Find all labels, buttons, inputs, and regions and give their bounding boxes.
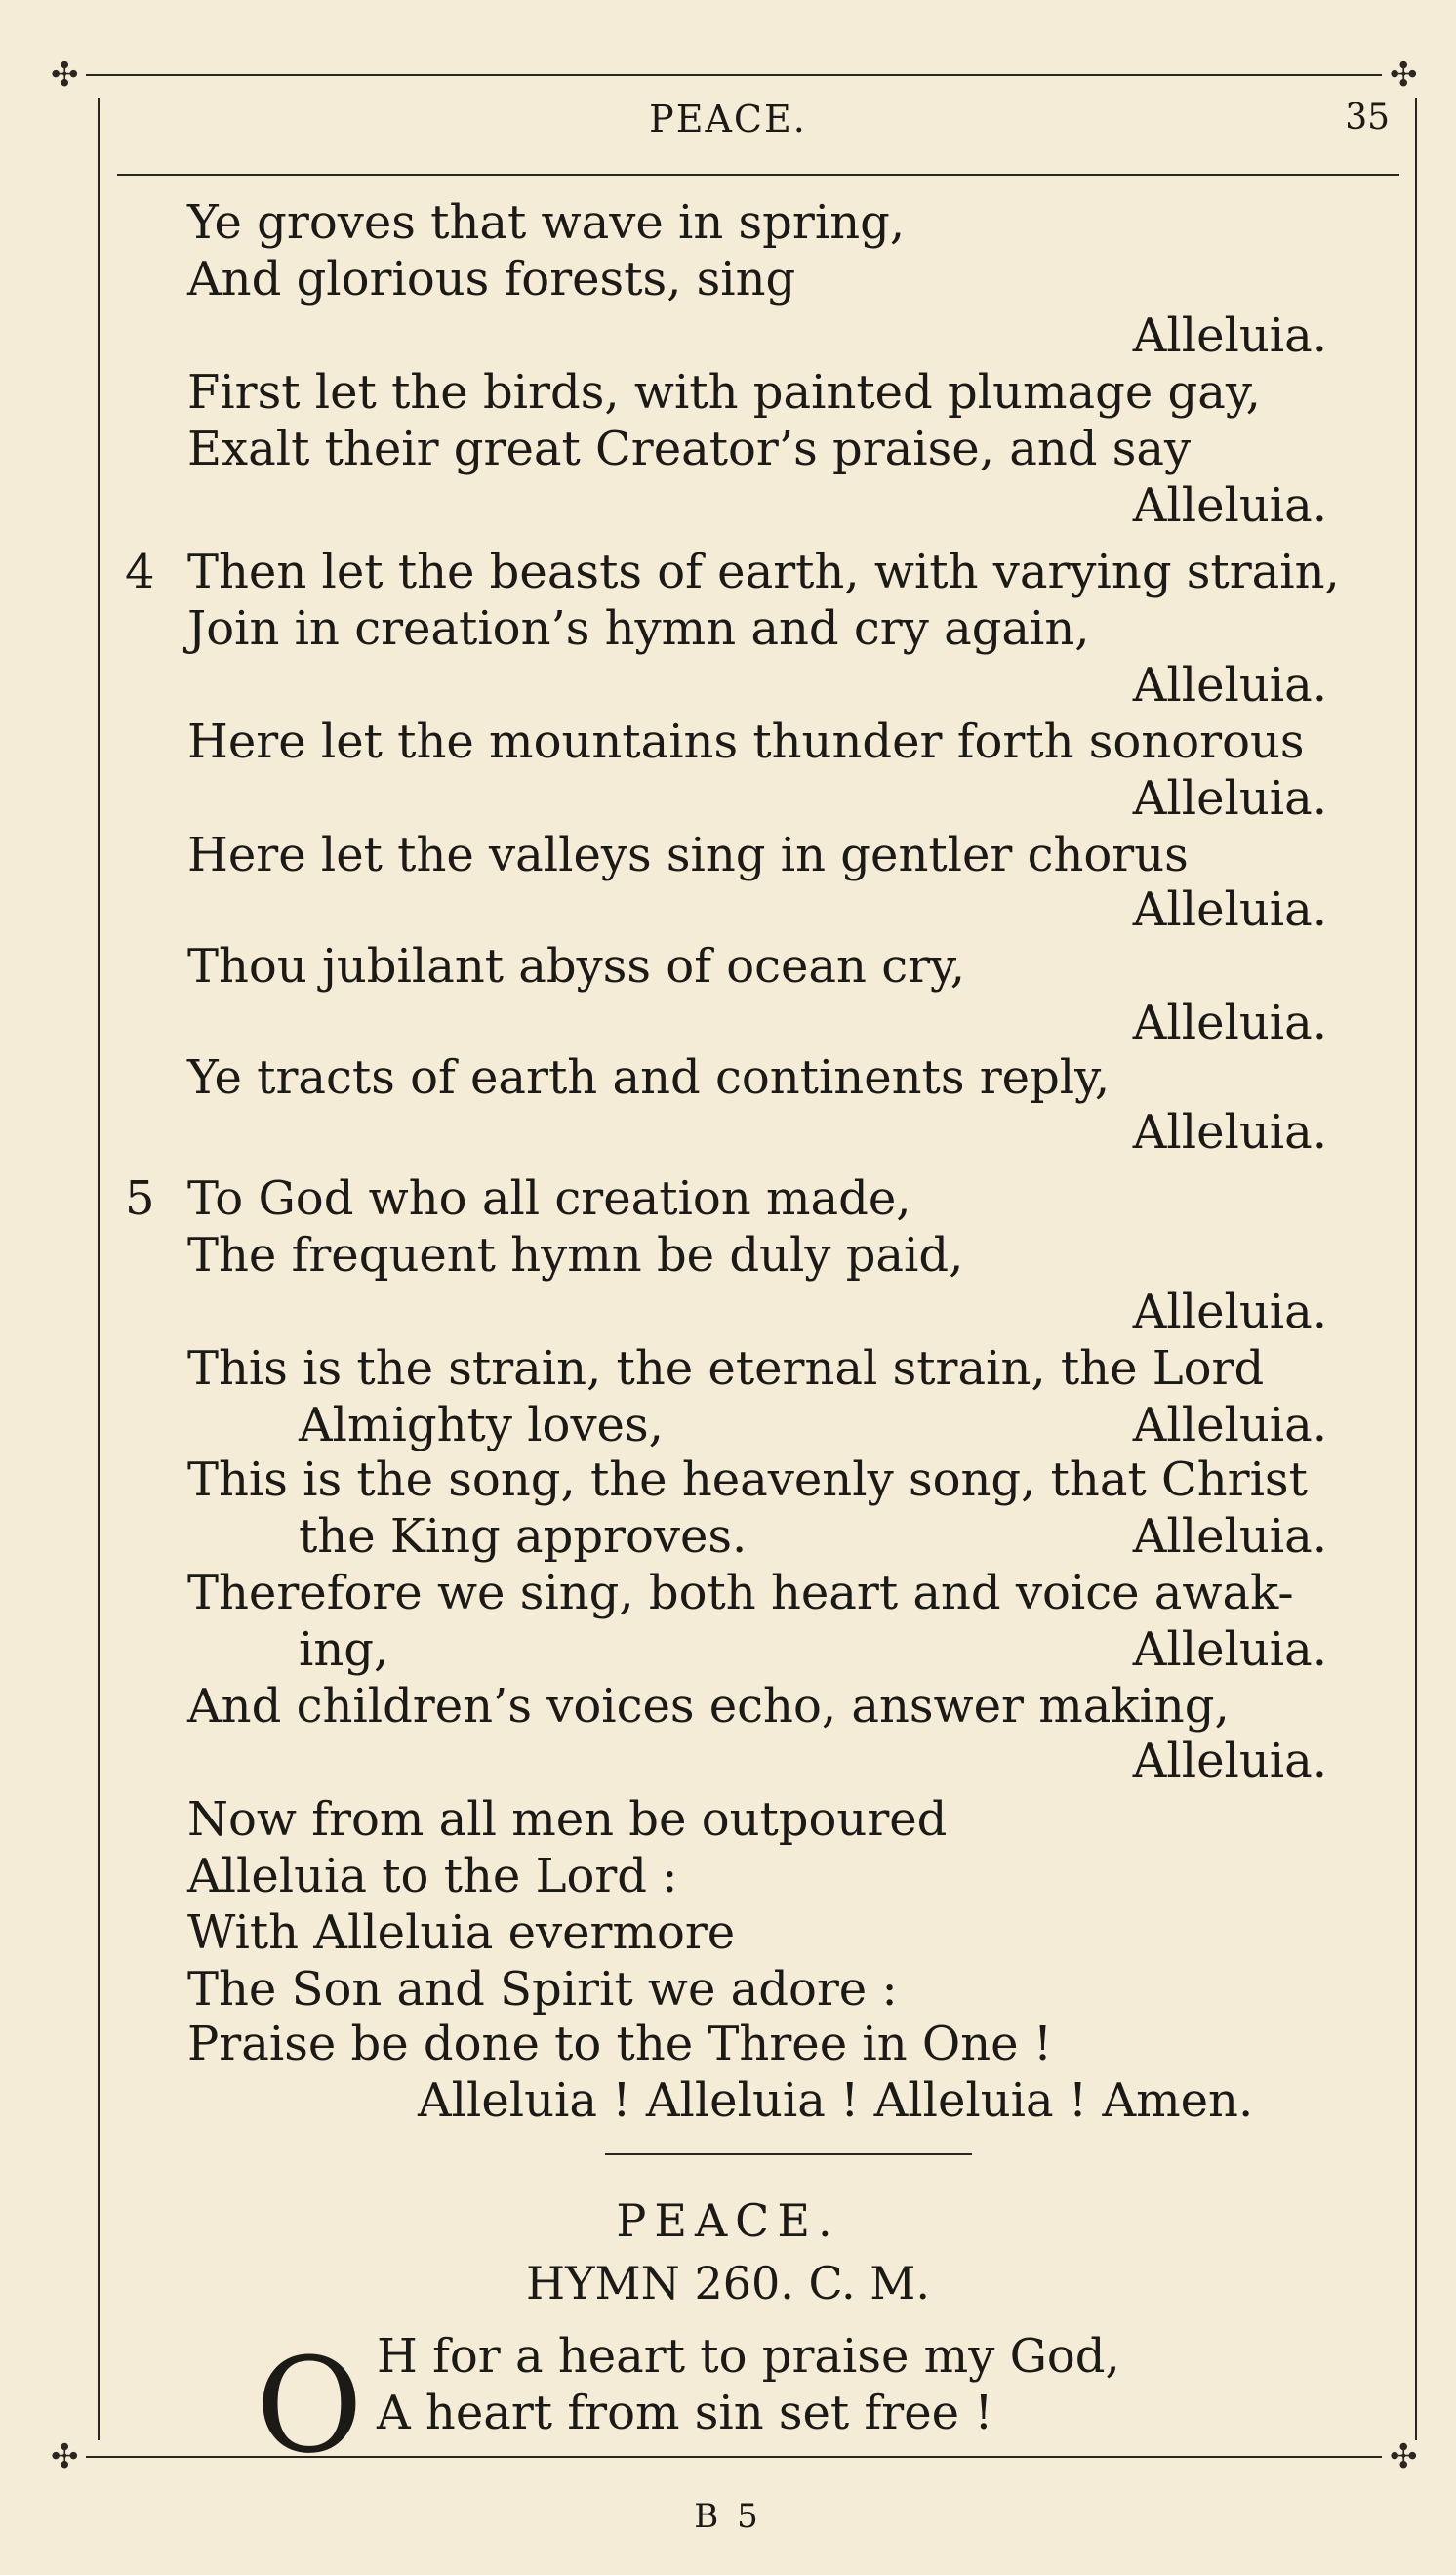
- verse-line: And children’s voices echo, answer making,: [187, 1679, 1230, 1734]
- ornament-bottom-left-icon: ✣: [51, 2437, 79, 2476]
- refrain: Alleluia.: [1132, 1285, 1327, 1339]
- verse-line: ing,: [299, 1622, 389, 1677]
- section-heading: PEACE.: [616, 2194, 840, 2247]
- refrain: Alleluia.: [1132, 1398, 1327, 1452]
- verse-line: This is the song, the heavenly song, that Christ: [187, 1452, 1308, 1507]
- doxology-line: Now from all men be outpoured: [187, 1792, 948, 1847]
- doxology-line: Alleluia to the Lord :: [187, 1849, 678, 1903]
- header-underline: [117, 174, 1399, 176]
- drop-capital: O: [256, 2330, 363, 2482]
- doxology-line: With Alleluia evermore: [187, 1905, 736, 1960]
- stanza-number: 5: [125, 1171, 155, 1226]
- verse-line: The frequent hymn be duly paid,: [187, 1228, 964, 1283]
- verse-line: And glorious forests, sing: [187, 252, 796, 307]
- refrain: Alleluia.: [1132, 308, 1327, 363]
- verse-line: Therefore we sing, both heart and voice awak-: [187, 1566, 1294, 1620]
- verse-line: H for a heart to praise my God,: [377, 2329, 1120, 2384]
- doxology-final: Alleluia ! Alleluia ! Alleluia ! Amen.: [418, 2073, 1254, 2128]
- verse-line: Ye groves that wave in spring,: [187, 195, 906, 250]
- refrain: Alleluia.: [1132, 771, 1327, 826]
- running-head: PEACE.: [649, 98, 807, 141]
- hymn-title: HYMN 260. C. M.: [525, 2257, 931, 2309]
- ornament-top-left-icon: ✣: [51, 56, 79, 95]
- refrain: Alleluia.: [1132, 1105, 1327, 1160]
- right-margin-rule: [1415, 98, 1417, 2440]
- verse-line: A heart from sin set free !: [377, 2386, 993, 2440]
- signature-mark: B 5: [694, 2497, 762, 2536]
- refrain: Alleluia.: [1132, 478, 1327, 533]
- refrain: Alleluia.: [1132, 1622, 1327, 1677]
- verse-line: First let the birds, with painted plumage gay,: [187, 365, 1261, 420]
- refrain: Alleluia.: [1132, 1734, 1327, 1788]
- refrain: Alleluia.: [1132, 658, 1327, 713]
- top-rule: [86, 74, 1382, 76]
- ornament-top-right-icon: ✣: [1390, 56, 1418, 95]
- verse-line: Here let the mountains thunder forth sonorous: [187, 715, 1305, 769]
- verse-line: To God who all creation made,: [187, 1171, 911, 1226]
- bottom-rule: [86, 2456, 1382, 2458]
- verse-line: Almighty loves,: [299, 1398, 664, 1452]
- verse-line: Ye tracts of earth and continents reply,: [187, 1050, 1111, 1105]
- verse-line: Then let the beasts of earth, with varying strain,: [187, 545, 1340, 599]
- verse-line: Join in creation’s hymn and cry again,: [187, 601, 1090, 656]
- stanza-number: 4: [125, 545, 155, 599]
- refrain: Alleluia.: [1132, 996, 1327, 1050]
- refrain: Alleluia.: [1132, 1509, 1327, 1564]
- verse-line: Thou jubilant abyss of ocean cry,: [187, 939, 966, 994]
- verse-line: the King approves.: [299, 1509, 748, 1564]
- verse-line: Exalt their great Creator’s praise, and say: [187, 422, 1192, 476]
- verse-line: Here let the valleys sing in gentler chorus: [187, 828, 1189, 882]
- doxology-line: The Son and Spirit we adore :: [187, 1962, 898, 2017]
- page-number: 35: [1345, 98, 1390, 138]
- doxology-line: Praise be done to the Three in One !: [187, 2017, 1053, 2071]
- verse-line: This is the strain, the eternal strain, the Lord: [187, 1341, 1265, 1396]
- ornament-bottom-right-icon: ✣: [1390, 2437, 1418, 2476]
- section-divider: [605, 2153, 972, 2155]
- refrain: Alleluia.: [1132, 882, 1327, 937]
- left-margin-rule: [98, 98, 100, 2440]
